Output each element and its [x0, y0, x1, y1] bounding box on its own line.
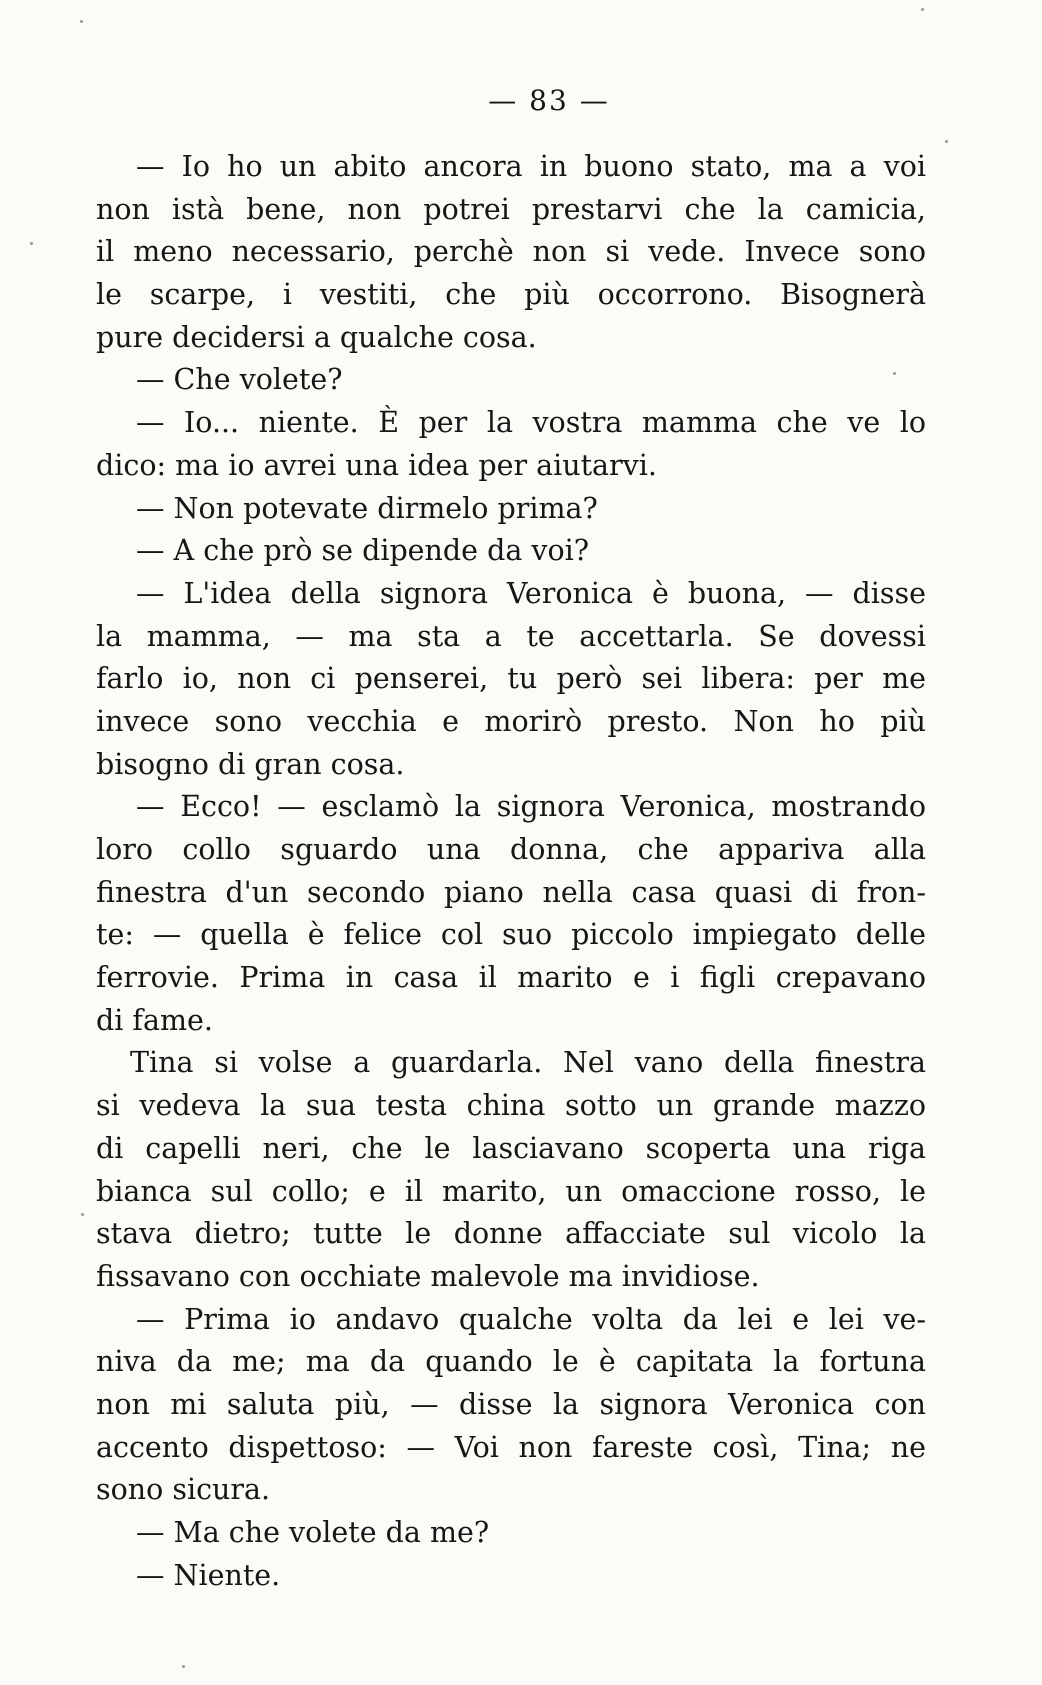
text-line: sono sicura.: [96, 1473, 271, 1507]
text-line: bianca sul collo; e il marito, un omaccione rosso, le: [96, 1174, 926, 1208]
text-line: pure decidersi a qualche cosa.: [96, 320, 537, 354]
scan-speck: [81, 1213, 84, 1216]
text-line: fissavano con occhiate malevole ma invidiose.: [96, 1259, 760, 1293]
text-line: invece sono vecchia e morirò presto. Non ho più: [96, 704, 926, 738]
text-line: stava dietro; tutte le donne affacciate sul vicolo la: [96, 1217, 926, 1251]
scan-speck: [921, 8, 924, 11]
text-line: la mamma, — ma sta a te accettarla. Se dovessi: [96, 619, 926, 653]
text-line: di capelli neri, che le lasciavano scoperta una riga: [96, 1131, 926, 1165]
text-line: non mi saluta più, — disse la signora Veronica con: [96, 1387, 926, 1421]
body-text: [96, 146, 926, 1597]
text-line: — Io ho un abito ancora in buono stato, ma a voi: [136, 150, 926, 183]
page-number: — 83 —: [488, 84, 610, 117]
text-line: ferrovie. Prima in casa il marito e i figli crepavano: [96, 961, 926, 995]
text-line: loro collo sguardo una donna, che appariva alla: [96, 833, 926, 866]
text-line: — L'idea della signora Veronica è buona, — disse: [136, 576, 926, 610]
text-line: non istà bene, non potrei prestarvi che la camicia,: [96, 192, 926, 226]
text-line: — Io... niente. È per la vostra mamma che ve lo: [136, 406, 926, 440]
scan-speck: [182, 1665, 185, 1668]
text-line: il meno necessario, perchè non si vede. Invece sono: [96, 235, 926, 269]
text-line: — Che volete?: [136, 363, 343, 397]
text-line: accento dispettoso: — Voi non fareste così, Tina; ne: [96, 1430, 926, 1464]
text-line: te: — quella è felice col suo piccolo impiegato delle: [96, 918, 926, 952]
scan-speck: [80, 20, 83, 23]
text-line: farlo io, non ci penserei, tu però sei libera: per me: [96, 662, 926, 696]
text-line: — Ma che volete da me?: [136, 1516, 490, 1549]
text-line: bisogno di gran cosa.: [96, 747, 405, 781]
text-line: le scarpe, i vestiti, che più occorrono. Bisognerà: [96, 278, 926, 312]
scan-speck: [30, 242, 33, 245]
text-line: — A che prò se dipende da voi?: [136, 534, 590, 568]
text-line: — Prima io andavo qualche volta da lei e lei ve-: [136, 1302, 926, 1336]
text-line: — Niente.: [136, 1558, 281, 1592]
scan-speck: [893, 372, 896, 375]
scan-speck: [945, 140, 948, 143]
text-line: di fame.: [96, 1003, 213, 1037]
text-line: — Ecco! — esclamò la signora Veronica, mostrando: [136, 790, 926, 824]
text-line: si vedeva la sua testa china sotto un grande mazzo: [96, 1089, 926, 1123]
text-line: niva da me; ma da quando le è capitata la fortuna: [96, 1345, 926, 1379]
text-line: finestra d'un secondo piano nella casa quasi di fron-: [96, 875, 926, 909]
text-line: Tina si volse a guardarla. Nel vano della finestra: [130, 1046, 926, 1080]
text-line: dico: ma io avrei una idea per aiutarvi.: [96, 448, 657, 482]
text-line: — Non potevate dirmelo prima?: [136, 491, 598, 525]
